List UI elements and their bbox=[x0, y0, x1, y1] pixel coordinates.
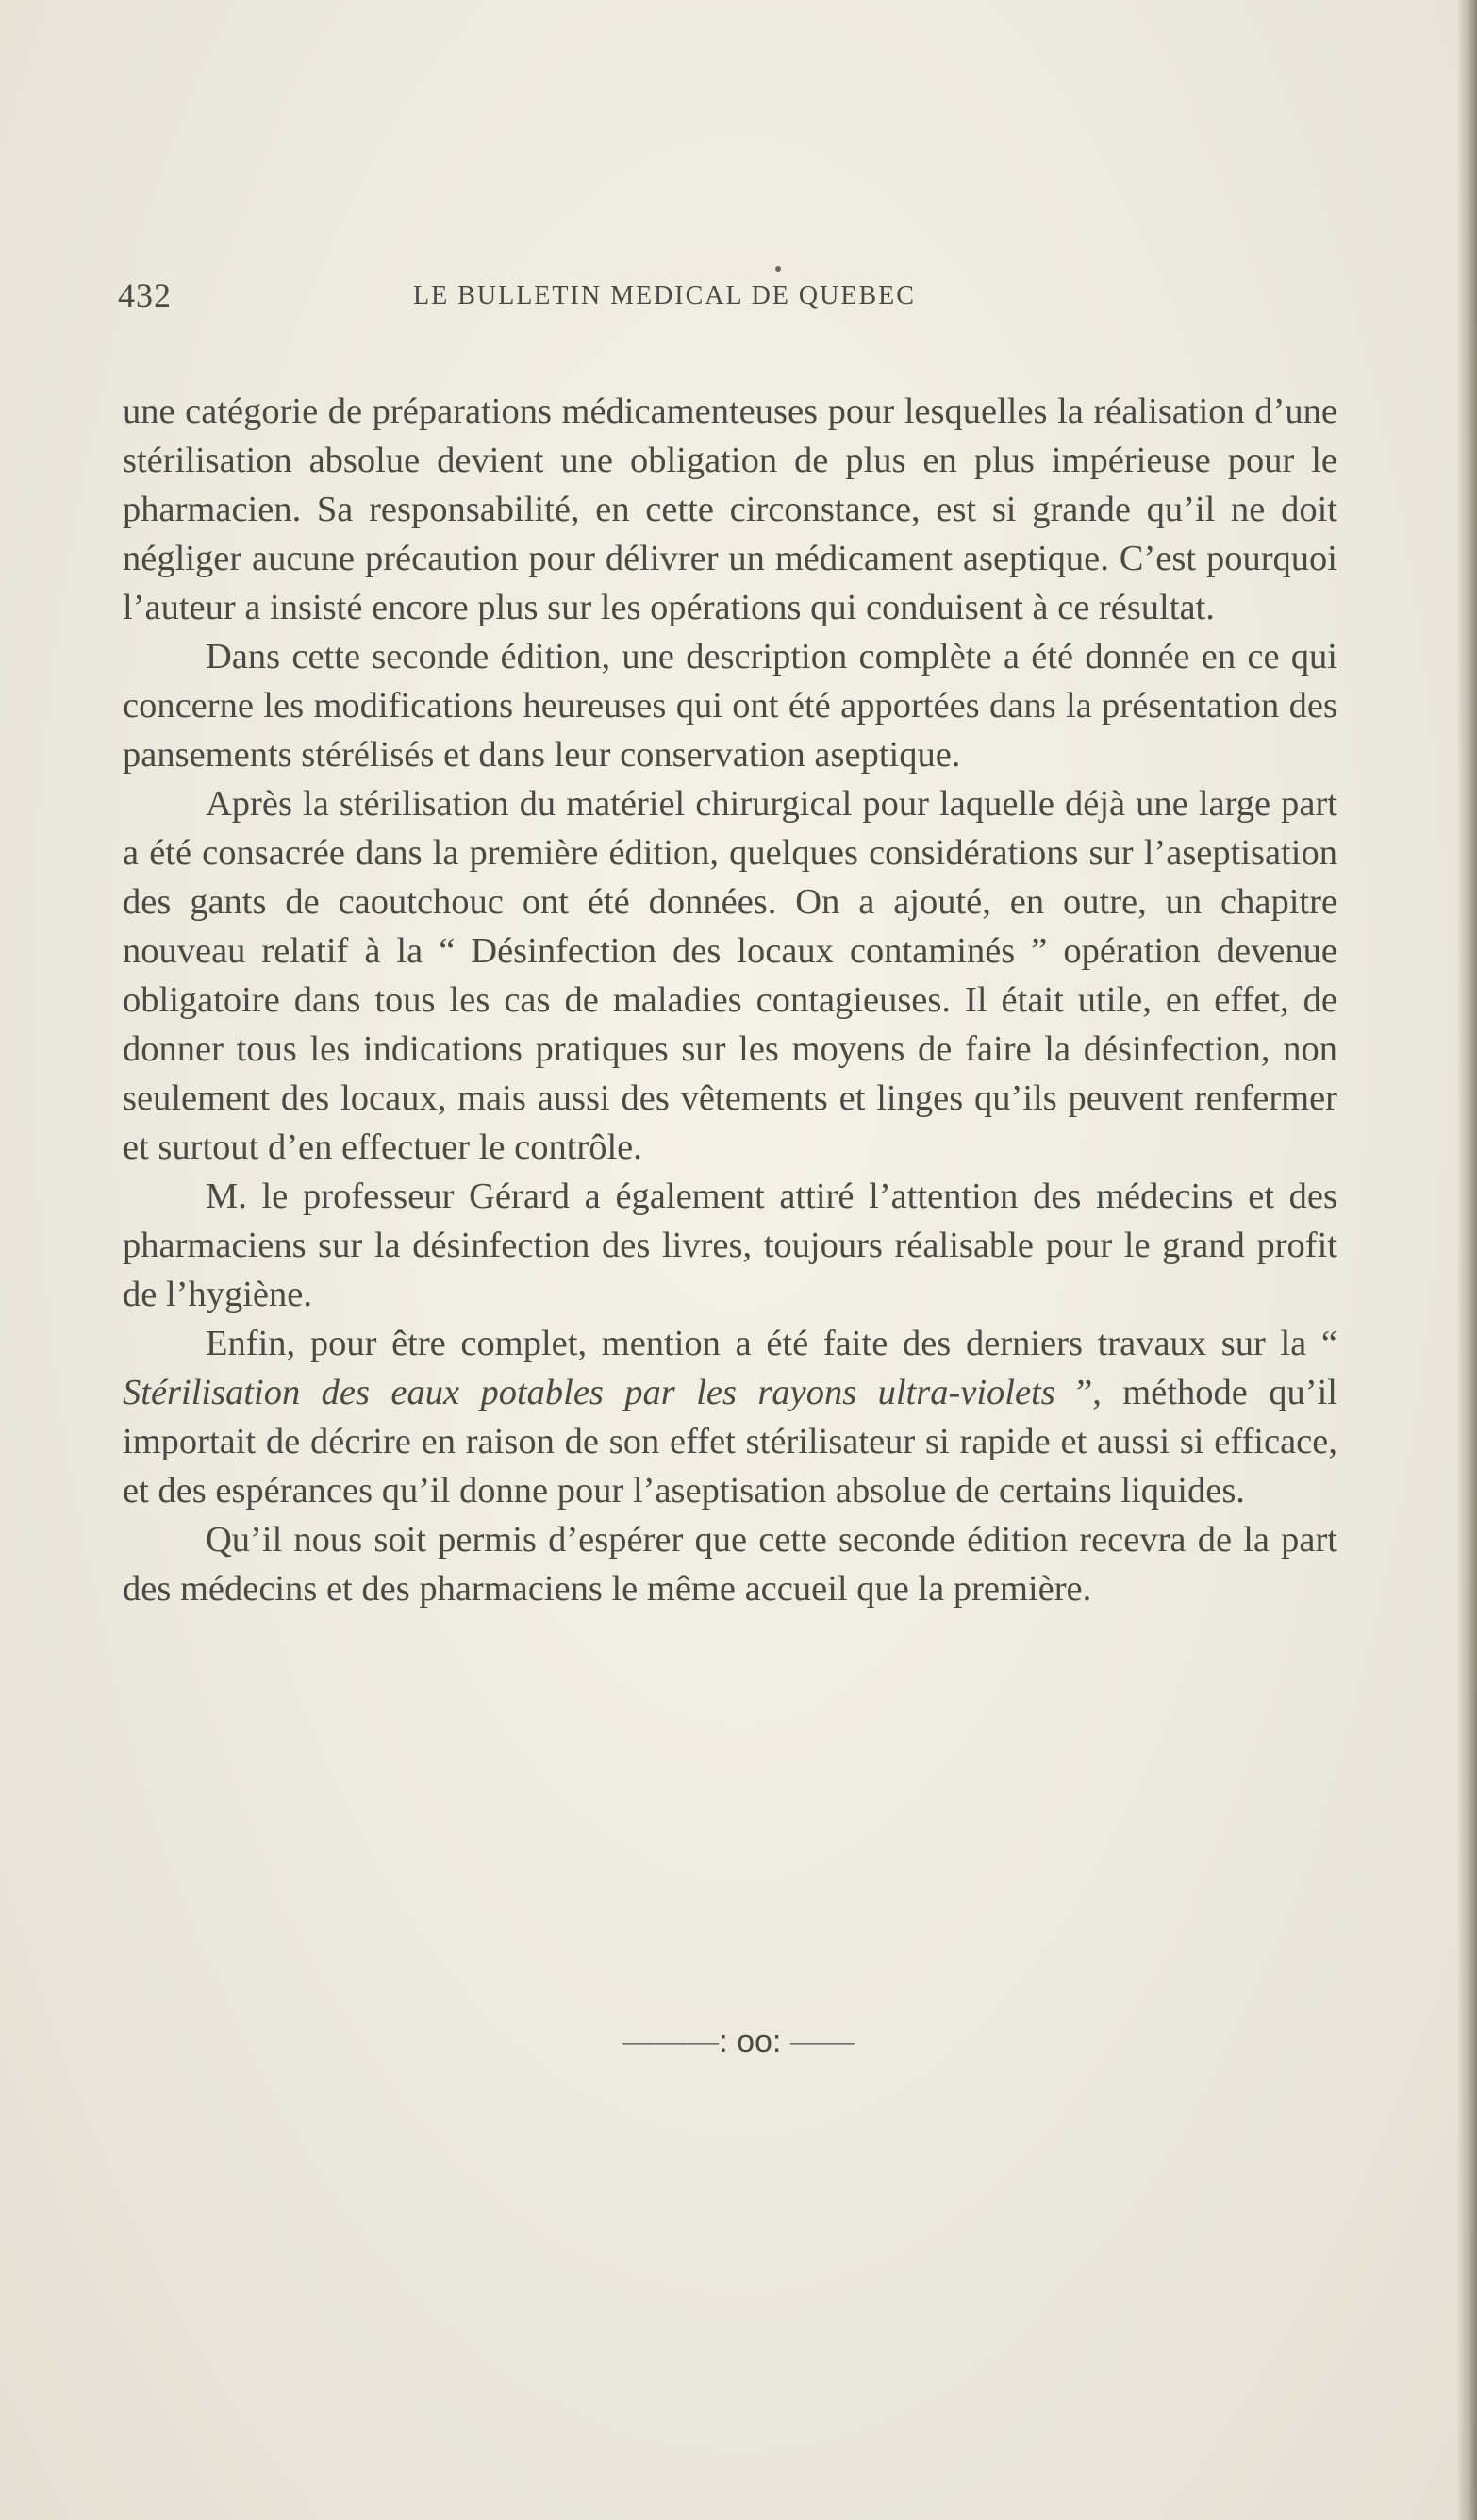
italic-title-sterilisation: Stérilisation des eaux potables par les rayons ultra-violets bbox=[123, 1373, 1055, 1412]
paragraph-continuation: une catégorie de préparations médicamenteuses pour lesquelles la réalisation d’une stérilisation absolue devient une obligation de plus en plus impérieuse pour le pharmacien. Sa responsabilité, en cette circonstance, est si grande qu’il ne doit négliger aucune précaution pour délivrer un médicament aseptique. C’est pourquoi l’auteur a insisté encore plus sur les opérations qui conduisent à ce résultat. bbox=[123, 392, 1337, 627]
page-number: 432 bbox=[118, 276, 172, 314]
journal-title: LE BULLETIN MEDICAL DE QUEBEC bbox=[413, 281, 916, 310]
section-divider-ornament: ———: oo: —— bbox=[622, 2024, 855, 2060]
header-dot bbox=[775, 266, 781, 272]
page-edge-shadow bbox=[1456, 0, 1477, 2520]
paragraph-eaux-potables-start: Enfin, pour être complet, mention a été faite des derniers travaux sur la “ bbox=[206, 1324, 1337, 1363]
article-body bbox=[123, 387, 1337, 1613]
paragraph-desinfection-livres: M. le professeur Gérard a également attiré l’attention des médecins et des pharmaciens sur la désinfection des livres, toujours réalisable pour le grand profit de l’hygiène. bbox=[123, 1177, 1337, 1314]
paragraph-eaux-potables-end: ”, méthode qu’il importait de décrire en raison de son effet stérilisateur si rapide et aussi si efficace, et des espérances qu’il donne pour l’aseptisation absolue de certains liquides. bbox=[123, 1373, 1337, 1510]
paragraph-conclusion: Qu’il nous soit permis d’espérer que cette seconde édition recevra de la part des médecins et des pharmaciens le même accueil que la première. bbox=[123, 1520, 1337, 1609]
paragraph-seconde-edition: Dans cette seconde édition, une description complète a été donnée en ce qui concerne les modifications heureuses qui ont été apportées dans la présentation des pansements stérélisés et dans leur conservation aseptique. bbox=[123, 637, 1337, 775]
running-header bbox=[118, 275, 1344, 323]
paragraph-materiel-chirurgical: Après la stérilisation du matériel chirurgical pour laquelle déjà une large part a été consacrée dans la première édition, quelques considérations sur l’aseptisation des gants de caoutchouc ont été données. On a ajouté, en outre, un chapitre nouveau relatif à la “ Désinfection des locaux contaminés ” opération devenue obligatoire dans tous les cas de maladies contagieuses. Il était utile, en effet, de donner tous les indications pratiques sur les moyens de faire la désinfection, non seulement des locaux, mais aussi des vêtements et linges qu’ils peuvent renfermer et surtout d’en effectuer le contrôle. bbox=[123, 784, 1337, 1167]
paragraph-eaux-potables bbox=[123, 1319, 1337, 1515]
